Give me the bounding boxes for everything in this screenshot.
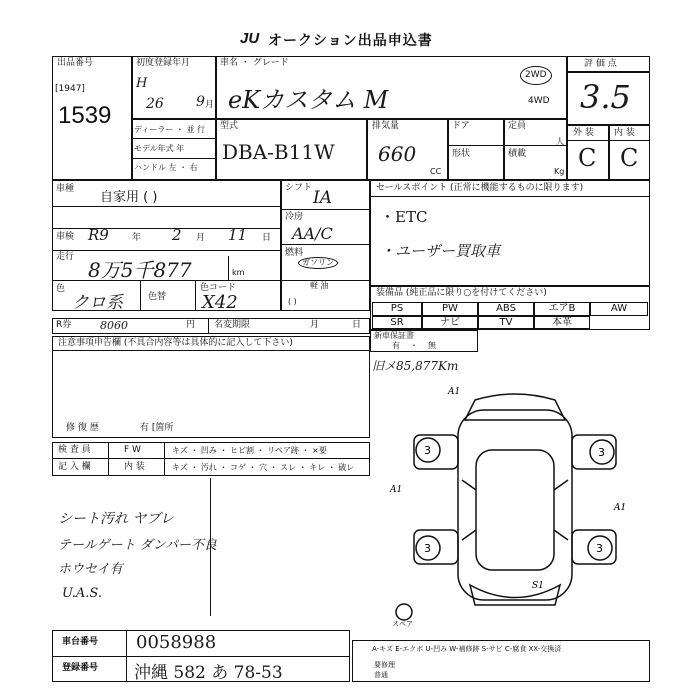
spare-label: スペア	[392, 620, 413, 628]
equip-aw: AW	[590, 302, 648, 316]
car-body	[458, 410, 572, 600]
equip-sr: SR	[372, 316, 422, 329]
hw-note-2: テールゲート ダンパー不良	[58, 538, 217, 553]
inspection-label: 車検	[56, 232, 75, 242]
writer-label: 記 入 欄	[58, 462, 91, 472]
color-label: 色	[56, 284, 66, 294]
notes-extra-mileage: 旧メ85,877Km	[372, 359, 459, 373]
car-name-label: 車名 ・ グレード	[220, 58, 289, 68]
capacity-label: 定員	[508, 121, 527, 131]
equipment-label: 装備品 (純正品に限り○を付けてください)	[376, 288, 547, 298]
plate-label: 登録番号	[62, 663, 99, 673]
shape-label: 形状	[452, 149, 471, 159]
mark-front: A1	[448, 387, 461, 397]
equip-abs: ABS	[478, 302, 534, 316]
mark-rear: S1	[532, 581, 544, 591]
chassis-value: 0058988	[136, 632, 217, 653]
fuel-label: 燃料	[285, 248, 304, 258]
registration-era: H	[136, 76, 148, 91]
handle-label: ハンドル 左 ・ 右	[134, 163, 198, 172]
mark-right: A1	[614, 503, 627, 513]
ext-label: 外 装	[573, 128, 594, 138]
car-roof	[476, 450, 554, 570]
sales-point-2: ・ユーザー買取車	[380, 242, 501, 260]
inspector-label: 検 査 員	[58, 445, 91, 455]
usage-value: 自家用 ( )	[100, 190, 158, 205]
mark-left: A1	[390, 485, 403, 495]
spare-tire-icon	[396, 604, 412, 620]
legend-text: A-キズ E-エクボ U-凹み W-補修跡 S-サビ C-腐食 XX-交換済	[372, 645, 562, 653]
rating-value: 3.5	[580, 78, 631, 116]
notes-box	[52, 336, 370, 438]
inspection-day: 11	[228, 226, 248, 244]
fuel-diesel: 軽 油	[310, 281, 329, 290]
equip-ps: PS	[372, 302, 422, 316]
equip-navi: ナビ	[422, 316, 478, 329]
equip-pw: PW	[422, 302, 478, 316]
rating-label: 評 価 点	[584, 59, 617, 69]
rear-bumper	[470, 585, 560, 605]
drive-2wd: 2WD	[520, 66, 552, 85]
registration-year: 26	[146, 96, 164, 112]
mark-c2: 3	[598, 446, 605, 459]
sales-point-label: セールスポイント (正常に機能するものに限ります)	[376, 183, 584, 193]
int-label: 内 装	[614, 128, 635, 138]
title-deadline-label: 名変期限	[214, 320, 251, 330]
equip-tv: TV	[478, 316, 534, 329]
car-name-value: eKカスタム M	[228, 86, 389, 114]
plate-value: 沖縄 582 あ 78-53	[134, 663, 283, 683]
mark-c3: 3	[424, 542, 431, 555]
sales-point-1: ・ETC	[380, 208, 428, 226]
inspection-month: 2	[172, 226, 182, 244]
ju-logo: JU	[240, 30, 260, 47]
repair-label: 修 復 歴	[66, 423, 99, 433]
mileage-value: 8万5千877	[88, 258, 192, 282]
lot-sub: [1947]	[55, 84, 85, 94]
mark-c1: 3	[424, 444, 431, 457]
registration-label: 初度登録年月	[136, 58, 191, 68]
color-value: クロ系	[72, 293, 123, 313]
warranty-label: 新車保証書	[374, 331, 414, 340]
lot-label: 出品番号	[57, 58, 94, 68]
notes-label: 注意事項申告欄 (不具合内容等は具体的に記入して下さい)	[58, 338, 293, 348]
type-value: DBA-B11W	[222, 140, 335, 164]
registration-month: 9	[196, 94, 205, 110]
equip-airbag: エアB	[534, 302, 590, 316]
int-grade: C	[620, 144, 639, 172]
doors-label: ドア	[452, 121, 470, 131]
mileage-label: 走行	[56, 252, 75, 262]
aircon-label: 冷房	[285, 212, 304, 222]
fuel-gas: ガソリン	[298, 257, 338, 269]
color-change-label: 色替	[148, 292, 167, 302]
model-year-label: モデル年式 年	[134, 144, 185, 153]
mark-c4: 3	[596, 542, 603, 555]
displacement-label: 排気量	[372, 121, 400, 131]
color-code-label: 色コード	[200, 283, 237, 293]
front-bumper	[465, 394, 565, 420]
color-code: X42	[202, 292, 238, 313]
fw-checklist: キズ ・ 凹み ・ ヒビ割 ・ リペア跡 ・ ×要	[172, 446, 327, 455]
repair-value: 有 [箇所	[140, 423, 174, 433]
type-label: 型式	[220, 121, 239, 131]
aircon-value: AA/C	[292, 224, 333, 243]
lot-number: 1539	[58, 102, 112, 129]
form-title: オークション出品申込書	[268, 33, 433, 49]
ext-grade: C	[578, 144, 597, 172]
drive-4wd: 4WD	[528, 96, 550, 106]
car-damage-diagram	[380, 380, 650, 630]
equip-leather: 本革	[534, 316, 590, 329]
inspection-value: R9	[88, 226, 109, 244]
hw-note-4: U.A.S.	[62, 586, 102, 601]
displacement-value: 660	[378, 142, 417, 166]
dealer-label: ディーラー ・ 並 行	[134, 125, 205, 134]
chassis-label: 車台番号	[62, 637, 99, 647]
shift-label: シフト	[285, 183, 313, 193]
hw-note-3: ホウセイ有	[58, 562, 123, 577]
shift-value: IA	[313, 188, 332, 208]
recycle-label: R券	[56, 320, 72, 330]
recycle-value: 8060	[100, 319, 128, 332]
load-label: 積載	[508, 149, 527, 159]
int-checklist: キズ ・ 汚れ ・ コゲ ・ 穴 ・ スレ ・ キレ ・ 破レ	[172, 463, 355, 472]
usage-label: 車種	[56, 184, 75, 194]
hw-note-1: シート汚れ ヤブレ	[58, 511, 174, 527]
